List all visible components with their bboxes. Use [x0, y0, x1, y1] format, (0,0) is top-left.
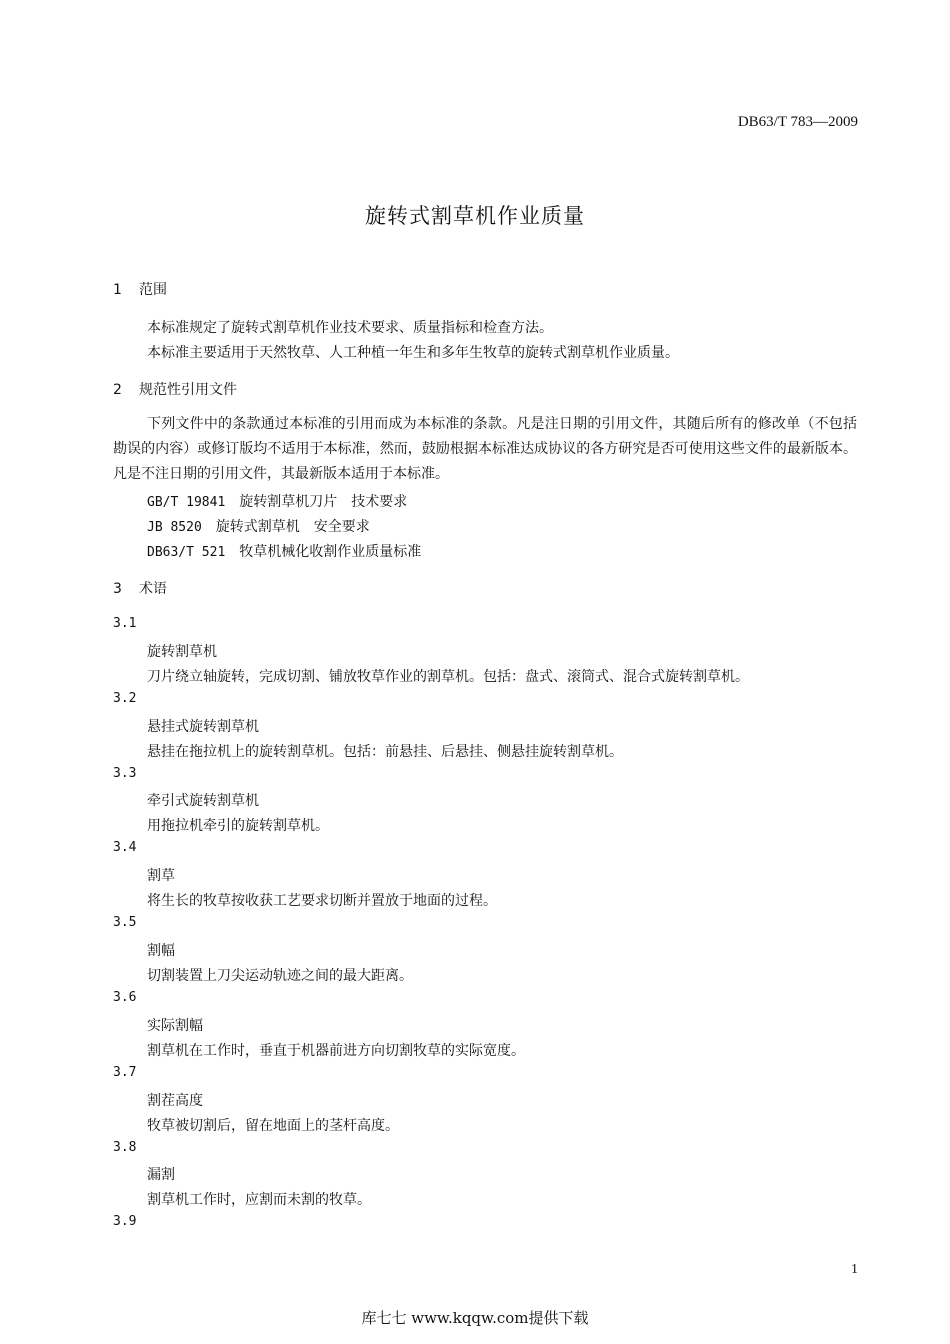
- term-number: 3.3: [113, 766, 137, 781]
- section-3-heading: [113, 578, 167, 598]
- section-number: 3: [113, 581, 122, 597]
- page-number: 1: [851, 1262, 858, 1277]
- document-code: DB63/T 783—2009: [737, 114, 858, 130]
- reference-name: 牧草机械化收割作业质量标准: [239, 544, 422, 560]
- term-definition: 悬挂在拖拉机上的旋转割草机。包括：前悬挂、后悬挂、侧悬挂旋转割草机。: [147, 744, 623, 760]
- term-name: 漏割: [147, 1167, 175, 1183]
- term-definition: 刀片绕立轴旋转，完成切割、铺放牧草作业的割草机。包括：盘式、滚筒式、混合式旋转割草机。: [147, 669, 749, 685]
- term-definition: 用拖拉机牵引的旋转割草机。: [147, 818, 329, 834]
- section-number: 1: [113, 282, 122, 298]
- paragraph: 本标准规定了旋转式割草机作业技术要求、质量指标和检查方法。: [147, 320, 553, 336]
- term-number: 3.4: [113, 840, 137, 855]
- term-definition: 将生长的牧草按收获工艺要求切断并置放于地面的过程。: [147, 893, 497, 909]
- reference-item: [147, 541, 421, 561]
- paragraph: 下列文件中的条款通过本标准的引用而成为本标准的条款。凡是注日期的引用文件，其随后所有的修改单（不包括勘误的内容）或修订版均不适用于本标准，然而，鼓励根据本标准达成协议的各方研究是否可使用这些文件的最新版本。凡是不注日期的引用文件，其最新版本适用于本标准。: [113, 416, 857, 482]
- term-name: 割幅: [147, 943, 175, 959]
- term-name: 悬挂式旋转割草机: [147, 719, 259, 735]
- term-name: 牵引式旋转割草机: [147, 793, 259, 809]
- term-name: 实际割幅: [147, 1018, 203, 1034]
- term-definition: 割草机工作时，应割而未割的牧草。: [147, 1192, 371, 1208]
- document-title: 旋转式割草机作业质量: [365, 204, 585, 228]
- term-number: 3.5: [113, 915, 137, 930]
- term-name: 割草: [147, 868, 175, 884]
- reference-code: JB 8520: [147, 520, 202, 535]
- term-number: 3.8: [113, 1140, 137, 1155]
- section-title: 术语: [139, 581, 167, 597]
- reference-code: GB/T 19841: [147, 495, 226, 510]
- term-number: 3.1: [113, 616, 137, 631]
- section-title: 范围: [139, 282, 167, 298]
- reference-code: DB63/T 521: [147, 545, 226, 560]
- section-2-heading: [113, 379, 237, 399]
- reference-note: 技术要求: [351, 494, 408, 510]
- term-number: 3.9: [113, 1214, 137, 1229]
- term-name: 割茬高度: [147, 1093, 203, 1109]
- download-footer: 库七七 www.kqqw.com提供下载: [361, 1309, 589, 1327]
- section-1-heading: [113, 279, 167, 299]
- reference-note: 安全要求: [313, 519, 370, 535]
- term-number: 3.7: [113, 1065, 137, 1080]
- reference-name: 旋转割草机刀片: [239, 494, 338, 510]
- term-definition: 牧草被切割后，留在地面上的茎杆高度。: [147, 1118, 399, 1134]
- term-definition: 割草机在工作时，垂直于机器前进方向切割牧草的实际宽度。: [147, 1043, 525, 1059]
- reference-item: [147, 491, 407, 511]
- term-name: 旋转割草机: [147, 644, 217, 660]
- reference-name: 旋转式割草机: [215, 519, 300, 535]
- section-number: 2: [113, 382, 122, 398]
- paragraph: 本标准主要适用于天然牧草、人工种植一年生和多年生牧草的旋转式割草机作业质量。: [147, 345, 679, 361]
- reference-item: [147, 516, 370, 536]
- term-number: 3.6: [113, 990, 137, 1005]
- section-title: 规范性引用文件: [139, 382, 237, 398]
- term-definition: 切割装置上刀尖运动轨迹之间的最大距离。: [147, 968, 413, 984]
- term-number: 3.2: [113, 691, 137, 706]
